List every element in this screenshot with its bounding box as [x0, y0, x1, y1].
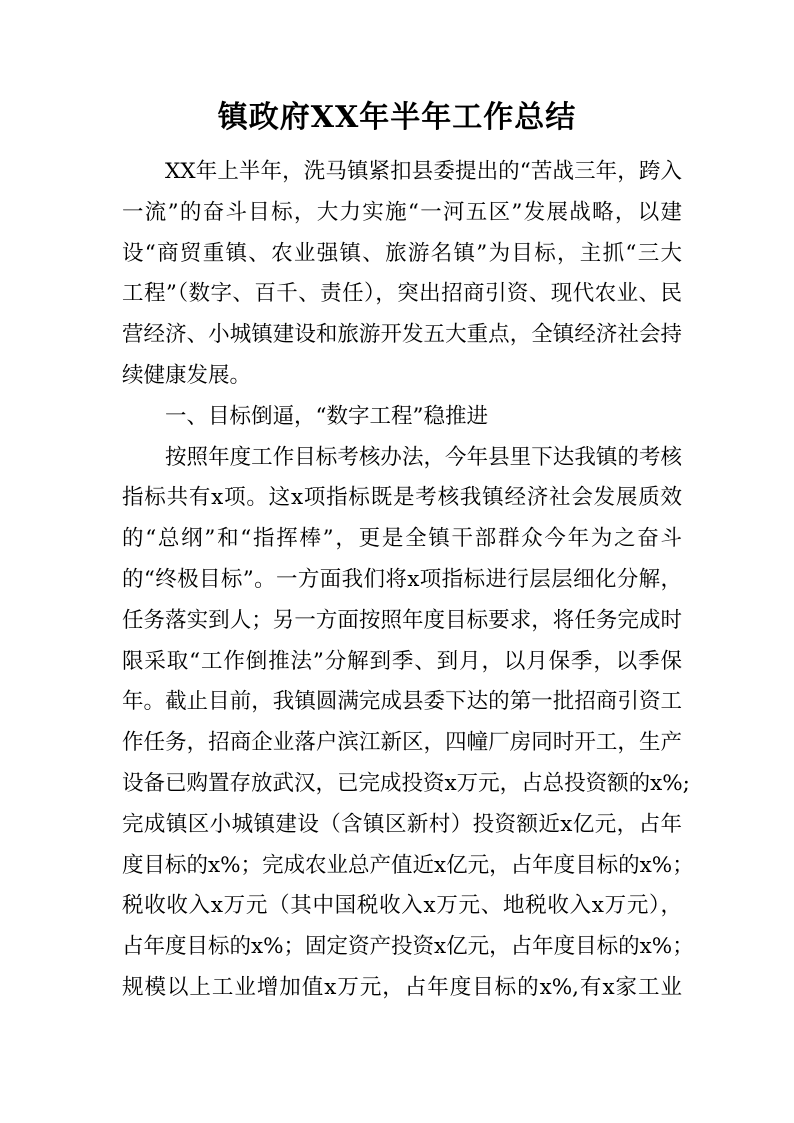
- paragraph-line: 工程”（数字、百千、责任），突出招商引资、现代农业、民: [122, 281, 682, 307]
- paragraph-intro: [122, 152, 682, 397]
- paragraph-line: XX年上半年，洗马镇紧扣县委提出的“苦战三年，跨入: [165, 159, 682, 184]
- paragraph-line: 年。截止目前，我镇圆满完成县委下达的第一批招商引资工: [122, 689, 682, 715]
- paragraph-targets: [122, 438, 694, 1009]
- paragraph-line: 的“终极目标”。一方面我们将x项指标进行层层细化分解，: [122, 566, 682, 592]
- document-title: 镇政府XX年半年工作总结: [217, 100, 577, 135]
- paragraph-line: 一流”的奋斗目标，大力实施“一河五区”发展战略，以建: [122, 199, 682, 225]
- section-heading: 一、目标倒逼，“数字工程”稳推进: [165, 403, 488, 429]
- paragraph-line: 作任务，招商企业落户滨江新区，四幢厂房同时开工，生产: [122, 730, 682, 756]
- paragraph-line: 占年度目标的x%；固定资产投资x亿元，占年度目标的x%；: [122, 934, 694, 960]
- paragraph-line: 税收收入x万元（其中国税收入x万元、地税收入x万元），: [122, 893, 682, 919]
- paragraph-line: 按照年度工作目标考核办法，今年县里下达我镇的考核: [165, 444, 682, 470]
- paragraph-line: 营经济、小城镇建设和旅游开发五大重点，全镇经济社会持: [122, 322, 682, 348]
- paragraph-line: 设“商贸重镇、农业强镇、旅游名镇”为目标，主抓“三大: [122, 240, 682, 266]
- document-body: [122, 152, 694, 1009]
- paragraph-line: 指标共有x项。这x项指标既是考核我镇经济社会发展质效: [122, 485, 682, 511]
- paragraph-line: 续健康发展。: [122, 362, 252, 388]
- paragraph-line: 完成镇区小城镇建设（含镇区新村）投资额近x亿元，占年: [122, 811, 682, 837]
- paragraph-line: 的“总纲”和“指挥棒”，更是全镇干部群众今年为之奋斗: [122, 526, 682, 552]
- paragraph-line: 任务落实到人；另一方面按照年度目标要求，将任务完成时: [122, 607, 682, 633]
- paragraph-line: 限采取“工作倒推法”分解到季、到月，以月保季，以季保: [122, 648, 682, 674]
- paragraph-line: 度目标的x%；完成农业总产值近x亿元，占年度目标的x%；: [122, 852, 694, 878]
- paragraph-line: 设备已购置存放武汉，已完成投资x万元，占总投资额的x%;: [122, 770, 690, 796]
- paragraph-line: 规模以上工业增加值x万元，占年度目标的x%,有x家工业: [122, 974, 682, 1000]
